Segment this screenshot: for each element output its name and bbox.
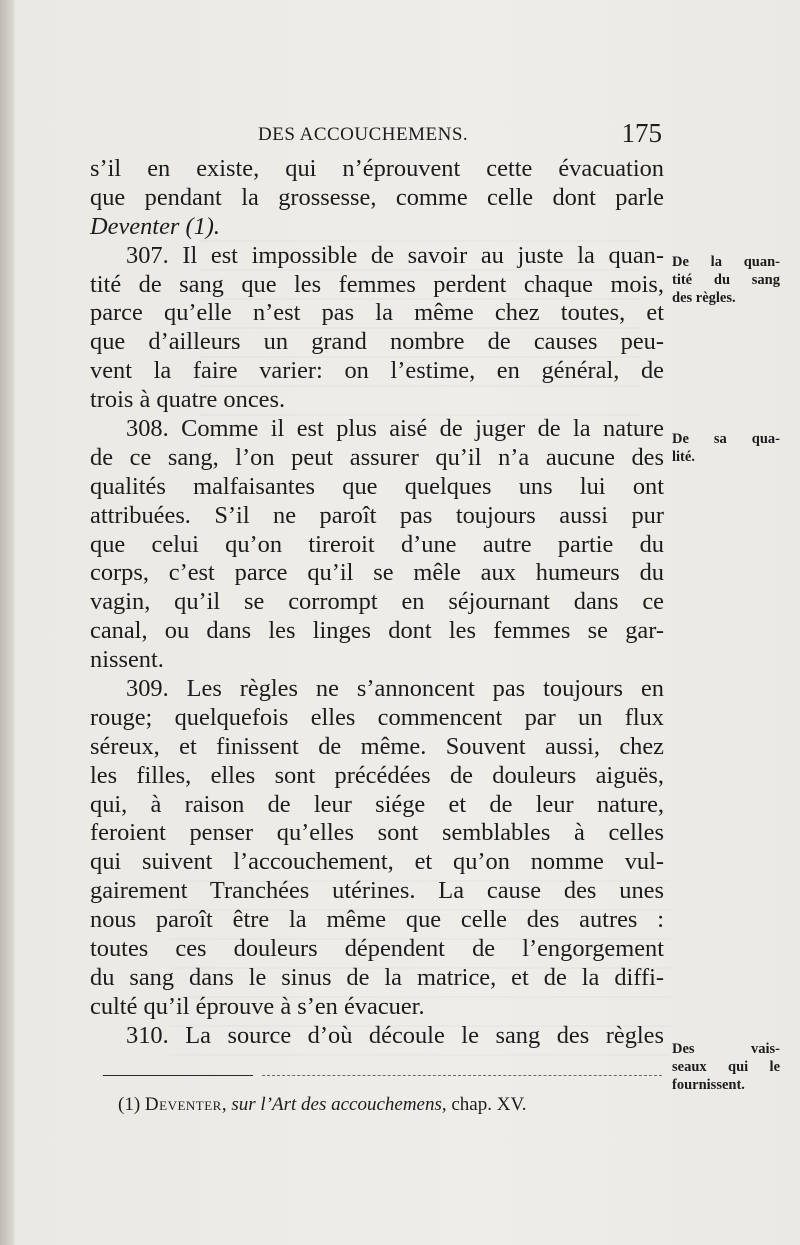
text-line: attribuées. S’il ne paroît pas toujours aussi pur [90, 501, 664, 529]
text-line: culté qu’il éprouve à s’en évacuer. [90, 992, 425, 1020]
footnote-work: sur l’Art des accouchemens [231, 1094, 442, 1115]
text-line: rouge; quelquefois elles commencent par un flux [90, 703, 664, 731]
margin-note-line: des règles. [672, 290, 736, 306]
margin-note-line: seaux qui le [672, 1059, 780, 1075]
text-line: corps, c’est parce qu’il se mêle aux humeurs du [90, 559, 664, 587]
footnote-author: Deventer [144, 1094, 222, 1115]
text-line: 308. Comme il est plus aisé de juger de la nature [126, 415, 664, 443]
text-line: qui, à raison de leur siége et de leur nature, [90, 790, 664, 818]
text-line: que celui qu’on tireroit d’une autre partie du [90, 530, 664, 558]
text-line: vent la faire varier: on l’estime, en général, de [90, 357, 664, 385]
text-line: du sang dans le sinus de la matrice, et de la diffi- [90, 963, 664, 991]
text-line: parce qu’elle n’est pas la même chez toutes, et [90, 299, 664, 327]
margin-note-line: De sa qua- [672, 431, 780, 447]
margin-note-line: tité du sang [672, 272, 780, 288]
footnote-rule-right [262, 1075, 662, 1076]
margin-note-vessels [672, 1040, 780, 1094]
text-line: gairement Tranchées utérines. La cause des unes [90, 877, 664, 905]
text-line: s’il en existe, qui n’éprouvent cette évacuation [90, 155, 664, 182]
text-line: séreux, et finissent de même. Souvent aussi, chez [90, 732, 664, 760]
text-line: les filles, elles sont précédées de douleurs aiguës, [90, 761, 664, 789]
text-line: que pendant la grossesse, comme celle dont parle [90, 183, 664, 211]
text-line: tité de sang que les femmes perdent chaque mois, [90, 270, 664, 298]
text-line: qui suivent l’accouchement, et qu’on nomme vul- [90, 848, 664, 876]
running-head-title: DES ACCOUCHEMENS. [258, 124, 469, 145]
footnote-marker: (1) [118, 1094, 141, 1115]
text-line: 307. Il est impossible de savoir au juste la quan- [126, 241, 664, 269]
text-line: toutes ces douleurs dépendent de l’engorgement [90, 935, 664, 963]
text-line: 309. Les règles ne s’annoncent pas toujours en [126, 675, 664, 703]
text-line: que d’ailleurs un grand nombre de causes peu- [90, 328, 664, 356]
footnote-separator: , [221, 1094, 227, 1115]
text-line: 310. La source d’où découle le sang des règles [126, 1021, 664, 1049]
page-number: 175 [621, 118, 662, 148]
footnote [118, 1094, 526, 1116]
margin-note-line: Des vais- [672, 1041, 780, 1057]
margin-note-line: fournissent. [672, 1077, 745, 1093]
footnote-rule-left [103, 1075, 253, 1076]
text-line: canal, ou dans les linges dont les femmes se gar- [90, 617, 664, 645]
text-line: nissent. [90, 646, 164, 674]
text-line: trois à quatre onces. [90, 386, 286, 414]
margin-note-quantity [672, 253, 780, 307]
text-line: de ce sang, l’on peut assurer qu’il n’a aucune des [90, 443, 664, 471]
running-head [90, 118, 670, 150]
margin-note-quality [672, 430, 780, 466]
margin-note-line: lité. [672, 449, 695, 465]
text-line: nous paroît être la même que celle des autres : [90, 906, 664, 934]
body-text [90, 155, 664, 1051]
text-line: vagin, qu’il se corrompt en séjournant dans ce [90, 588, 664, 616]
text-line: qualités malfaisantes que quelques uns lui ont [90, 472, 664, 500]
margin-note-line: De la quan- [672, 254, 780, 270]
page-gutter-shadow [0, 0, 14, 1245]
text-line: feroient penser qu’elles sont semblables à celles [90, 819, 664, 847]
footnote-reference: , chap. XV. [441, 1094, 527, 1115]
text-line: Deventer (1). [90, 212, 221, 240]
